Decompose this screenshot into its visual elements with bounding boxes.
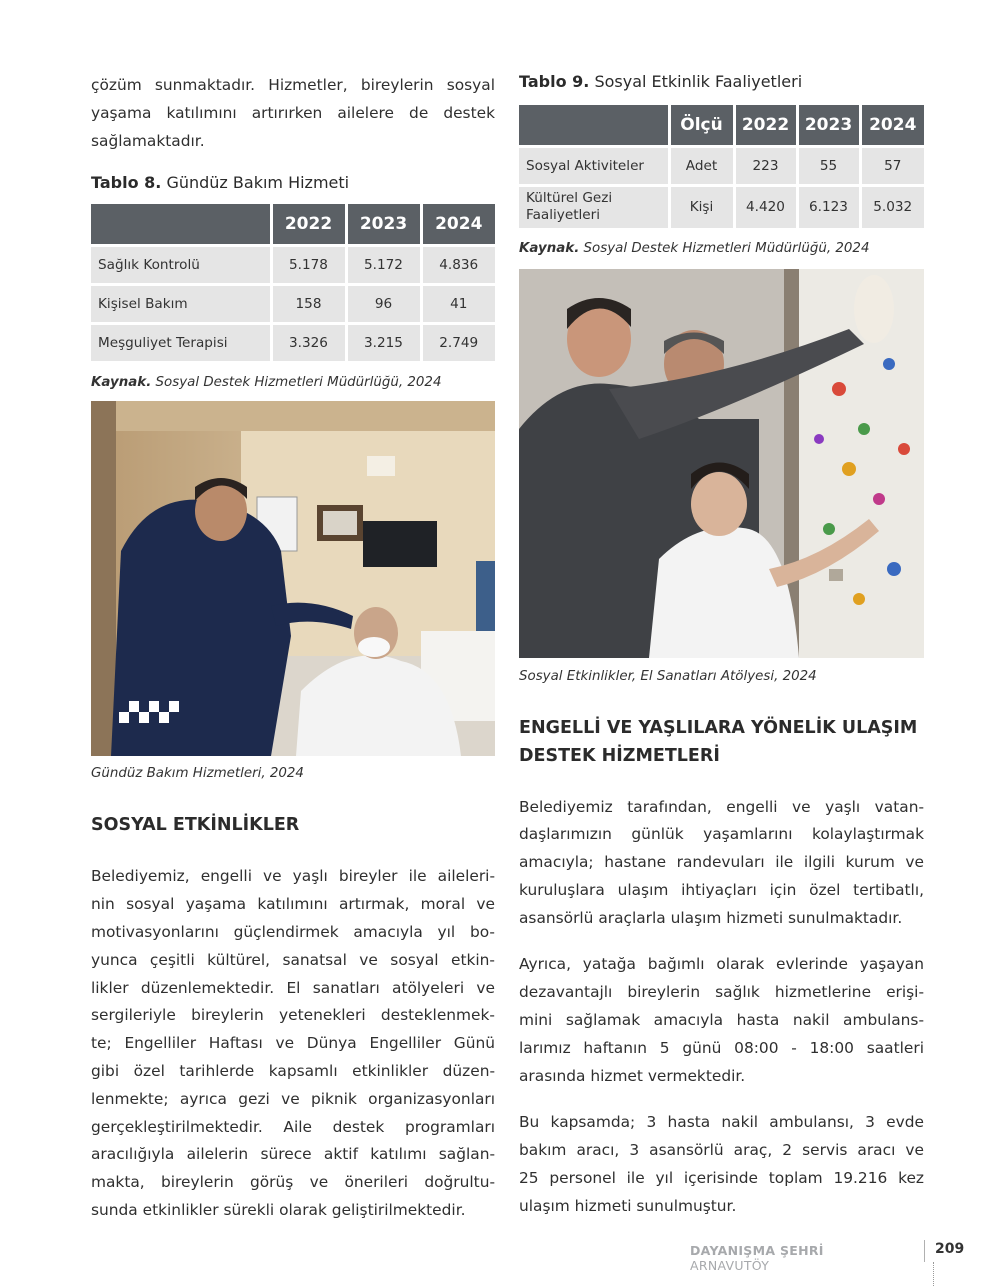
text-line: Bu kapsamda; 3 hasta nakil ambulansı, 3 evde bbox=[519, 1113, 924, 1132]
table-cell: 96 bbox=[346, 285, 421, 324]
table-header-cell: 2023 bbox=[797, 105, 860, 147]
table-cell: 5.032 bbox=[860, 186, 924, 228]
body-paragraph bbox=[519, 794, 924, 933]
table-row bbox=[519, 147, 924, 186]
text-line: 25 personel ile yıl içerisinde toplam 19.216 kez bbox=[519, 1169, 924, 1188]
text-line: bakım aracı, 3 asansörlü araç, 2 servis aracı ve bbox=[519, 1141, 924, 1160]
table-9-caption: Sosyal Etkinlik Faaliyetleri bbox=[589, 72, 803, 91]
table-row-label: Kişisel Bakım bbox=[91, 285, 271, 324]
text-line: nin sosyal yaşama katılımını artırmak, moral ve bbox=[91, 895, 495, 914]
workshop-photo-image bbox=[519, 269, 924, 658]
text-line: motivasyonlarını güçlendirmek amacıyla yıl bo- bbox=[91, 922, 495, 941]
photo-handcraft-workshop bbox=[519, 269, 924, 658]
body-paragraph bbox=[519, 951, 924, 1090]
table-row-label: Sağlık Kontrolü bbox=[91, 246, 271, 285]
table-header-cell: 2022 bbox=[734, 105, 797, 147]
table-row-label: Kültürel Gezi Faaliyetleri bbox=[519, 186, 669, 228]
table-header-row bbox=[519, 105, 924, 147]
table-9-number: Tablo 9. bbox=[519, 72, 590, 91]
table-row-label: Sosyal Aktiviteler bbox=[519, 147, 669, 186]
text-line: Belediyemiz tarafından, engelli ve yaşlı vatan- bbox=[519, 797, 924, 816]
table-8-source bbox=[91, 375, 495, 390]
text-line: asansörlü araçlarla ulaşım hizmeti sunulmaktadır. bbox=[519, 908, 903, 927]
source-text: Sosyal Destek Hizmetleri Müdürlüğü, 2024 bbox=[579, 240, 870, 256]
text-line: dezavantajlı bireylerin sağlık hizmetlerine erişi- bbox=[519, 983, 924, 1002]
table-9-title bbox=[519, 72, 924, 91]
section-heading: SOSYAL ETKİNLİKLER bbox=[91, 815, 300, 836]
footer-brand-bold: DAYANIŞMA ŞEHRİ bbox=[690, 1243, 824, 1258]
text-line: gibi özel tarihlerde kapsamlı etkinlikler düzen- bbox=[91, 1061, 495, 1080]
body-paragraph bbox=[91, 863, 495, 1224]
table-cell: 3.215 bbox=[346, 324, 421, 362]
text-line: çözüm sunmaktadır. Hizmetler, bireylerin sosyal bbox=[91, 76, 495, 94]
intro-paragraph bbox=[91, 72, 495, 155]
table-row bbox=[91, 246, 495, 285]
section-heading bbox=[519, 714, 924, 770]
text-line: sağlamaktadır. bbox=[91, 131, 205, 150]
table-8-caption: Gündüz Bakım Hizmeti bbox=[161, 173, 350, 193]
table-row bbox=[91, 285, 495, 324]
table-cell: 5.172 bbox=[346, 246, 421, 285]
table-cell: Adet bbox=[669, 147, 734, 186]
table-header-cell: 2024 bbox=[860, 105, 924, 147]
table-cell: 4.836 bbox=[421, 246, 495, 285]
text-line: mini sağlamak amacıyla hasta nakil ambulans- bbox=[519, 1011, 924, 1030]
source-label: Kaynak. bbox=[519, 240, 580, 256]
source-label: Kaynak. bbox=[91, 375, 152, 391]
table-9 bbox=[519, 105, 924, 228]
table-9-source bbox=[519, 241, 924, 256]
photo-day-care bbox=[91, 401, 495, 756]
table-cell: 158 bbox=[271, 285, 346, 324]
table-cell: 2.749 bbox=[421, 324, 495, 362]
right-column bbox=[519, 72, 924, 1221]
table-cell: 57 bbox=[860, 147, 924, 186]
dotted-rule bbox=[933, 1262, 935, 1286]
text-line: larımız haftanın 5 günü 08:00 - 18:00 saatleri bbox=[519, 1038, 924, 1057]
table-8-title bbox=[91, 173, 495, 192]
page-number: 209 bbox=[935, 1241, 965, 1257]
table-header-cell bbox=[91, 204, 271, 246]
table-cell: 5.178 bbox=[271, 246, 346, 285]
text-line: gerçekleştirilmektedir. Aile destek programları bbox=[91, 1117, 495, 1136]
text-line: Belediyemiz, engelli ve yaşlı bireyler ile aileleri- bbox=[91, 867, 495, 886]
text-line: lenmekte; ayrıca gezi ve piknik organizasyonları bbox=[91, 1089, 495, 1108]
table-cell: Kişi bbox=[669, 186, 734, 228]
text-line: amacıyla; hastane randevuları ile ilgili kurum ve bbox=[519, 853, 924, 872]
table-header-cell: 2023 bbox=[346, 204, 421, 246]
text-line: sergileriyle bireylerin yetenekleri desteklenmek- bbox=[91, 1006, 495, 1025]
text-line: makta, bireylerin görüş ve önerileri doğrultu- bbox=[91, 1173, 495, 1192]
text-line: Ayrıca, yatağa bağımlı olarak evlerinde yaşayan bbox=[519, 955, 924, 974]
table-cell: 6.123 bbox=[797, 186, 860, 228]
footer-divider bbox=[924, 1240, 925, 1262]
footer-brand-rest: ARNAVUTÖY bbox=[690, 1258, 770, 1273]
table-cell: 4.420 bbox=[734, 186, 797, 228]
table-cell: 3.326 bbox=[271, 324, 346, 362]
table-cell: 55 bbox=[797, 147, 860, 186]
table-8 bbox=[91, 204, 495, 361]
table-header-row bbox=[91, 204, 495, 246]
table-cell: 41 bbox=[421, 285, 495, 324]
text-line: sunda etkinlikler sürekli olarak geliştirilmektedir. bbox=[91, 1200, 466, 1219]
table-row-label: Meşguliyet Terapisi bbox=[91, 324, 271, 362]
left-column bbox=[91, 72, 495, 1225]
table-cell: 223 bbox=[734, 147, 797, 186]
text-line: te; Engelliler Haftası ve Dünya Engelliler Günü bbox=[91, 1034, 495, 1053]
source-text: Sosyal Destek Hizmetleri Müdürlüğü, 2024 bbox=[151, 375, 442, 391]
text-line: kuruluşlara ulaşım ihtiyaçları için özel tertibatlı, bbox=[519, 880, 924, 899]
table-row bbox=[519, 186, 924, 228]
table-header-cell: 2022 bbox=[271, 204, 346, 246]
table-8-number: Tablo 8. bbox=[91, 173, 162, 193]
photo-caption: Gündüz Bakım Hizmetleri, 2024 bbox=[91, 766, 304, 782]
table-row bbox=[91, 324, 495, 362]
heading-line: DESTEK HİZMETLERİ bbox=[519, 745, 720, 766]
text-line: ulaşım hizmeti sunulmuştur. bbox=[519, 1196, 737, 1215]
table-header-cell: 2024 bbox=[421, 204, 495, 246]
day-care-photo-image bbox=[91, 401, 495, 756]
text-line: aracılığıyla ailelerin sürece aktif katılımı sağlan- bbox=[91, 1145, 495, 1164]
photo-caption: Sosyal Etkinlikler, El Sanatları Atölyesi, 2024 bbox=[519, 668, 817, 684]
table-header-cell bbox=[519, 105, 669, 147]
footer-brand bbox=[690, 1243, 881, 1273]
body-paragraph bbox=[519, 1109, 924, 1220]
table-header-cell: Ölçü bbox=[669, 105, 734, 147]
text-line: yunca çeşitli kültürel, sanatsal ve sosyal etkin- bbox=[91, 950, 495, 969]
text-line: likler düzenlemektedir. El sanatları atölyeleri ve bbox=[91, 978, 495, 997]
page-footer bbox=[690, 1240, 970, 1273]
heading-line: ENGELLİ VE YAŞLILARA YÖNELİK ULAŞIM bbox=[519, 717, 918, 738]
text-line: daşlarımızın günlük yaşamlarını kolaylaştırmak bbox=[519, 825, 924, 844]
text-line: arasında hizmet vermektedir. bbox=[519, 1066, 746, 1085]
text-line: yaşama katılımını artırırken ailelere de destek bbox=[91, 103, 495, 122]
